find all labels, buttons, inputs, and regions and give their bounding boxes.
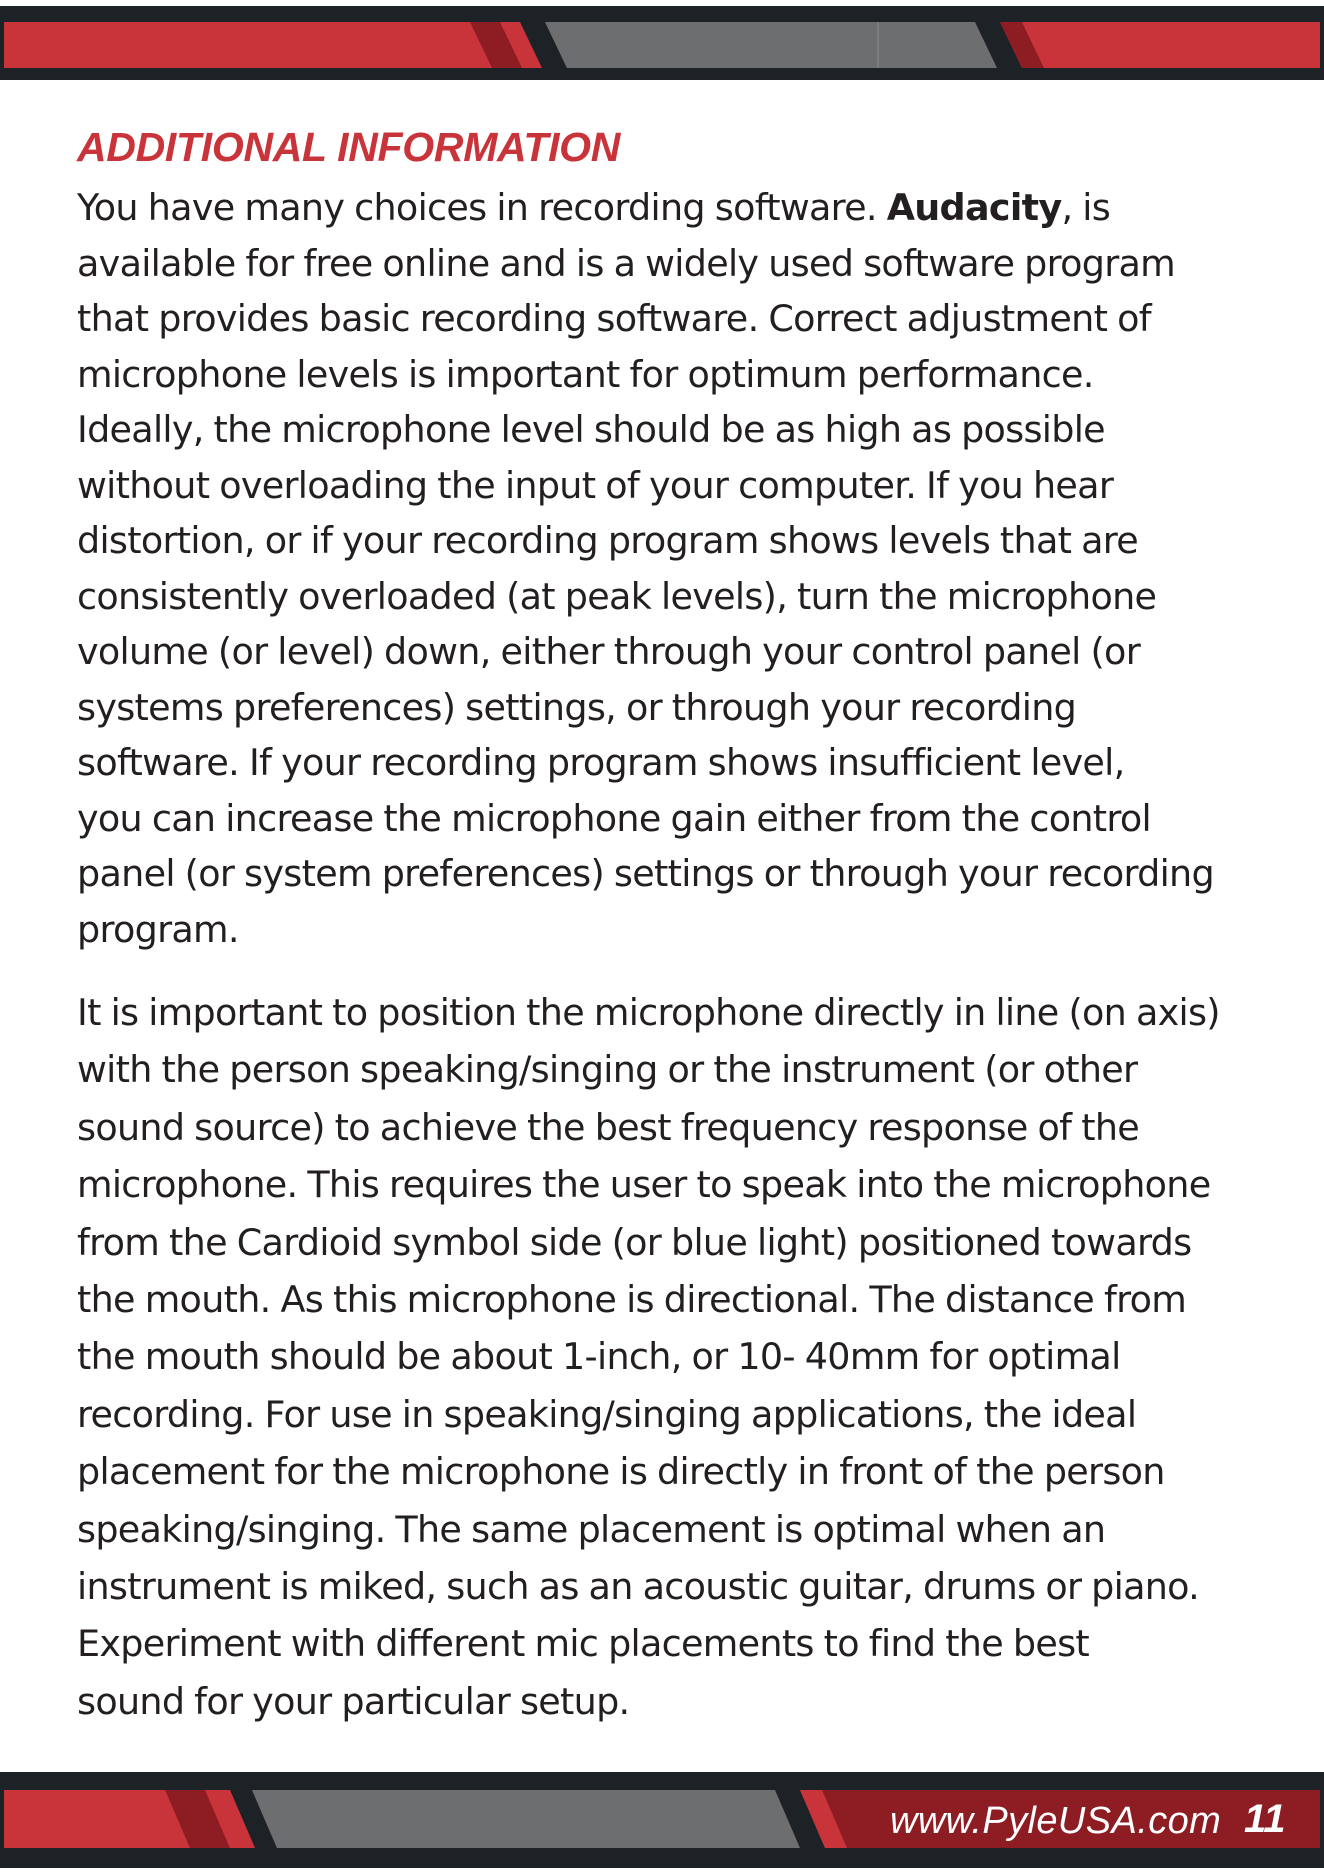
text-line: volume (or level) down, either through your control panel (or bbox=[77, 630, 1140, 673]
footer-website-link[interactable]: www.PyleUSA.com bbox=[890, 1800, 1222, 1842]
text-line: that provides basic recording software. Correct adjustment of bbox=[77, 297, 1151, 340]
text-line: distortion, or if your recording program shows levels that are bbox=[77, 519, 1139, 562]
text-line: placement for the microphone is directly in front of the person bbox=[77, 1450, 1165, 1494]
text-line: with the person speaking/singing or the instrument (or other bbox=[77, 1048, 1138, 1092]
text-line: Experiment with different mic placements to find the best bbox=[77, 1622, 1090, 1666]
text-line: without overloading the input of your computer. If you hear bbox=[77, 463, 1114, 507]
paragraph-software-levels bbox=[77, 180, 1257, 957]
text-line: software. If your recording program shows insufficient level, bbox=[77, 741, 1125, 784]
header-band-graphic bbox=[0, 0, 1324, 82]
text-line: you can increase the microphone gain either from the control bbox=[77, 796, 1151, 840]
text-line: Ideally, the microphone level should be as high as possible bbox=[77, 408, 1105, 451]
audacity-bold: Audacity bbox=[886, 186, 1062, 229]
paragraph-mic-placement bbox=[77, 984, 1257, 1730]
text-line: consistently overloaded (at peak levels), turn the microphone bbox=[77, 574, 1157, 618]
text-line: panel (or system preferences) settings or through your recording bbox=[77, 852, 1214, 895]
text-line: the mouth should be about 1-inch, or 10- 40mm for optimal bbox=[77, 1335, 1121, 1379]
text-line: recording. For use in speaking/singing applications, the ideal bbox=[77, 1392, 1137, 1436]
text-line: program. bbox=[77, 907, 239, 951]
text-line: sound source) to achieve the best frequency response of the bbox=[77, 1105, 1140, 1149]
text-line: available for free online and is a widely used software program bbox=[77, 241, 1176, 285]
page-content bbox=[77, 122, 1257, 1730]
section-heading: ADDITIONAL INFORMATION bbox=[77, 124, 621, 170]
text-line: microphone levels is important for optimum performance. bbox=[77, 352, 1094, 396]
text-line: It is important to position the microphone directly in line (on axis) bbox=[77, 991, 1220, 1034]
text-line: microphone. This requires the user to speak into the microphone bbox=[77, 1163, 1211, 1207]
text-line: the mouth. As this microphone is directional. The distance from bbox=[77, 1278, 1187, 1322]
header-band bbox=[0, 0, 1324, 82]
text-line: speaking/singing. The same placement is optimal when an bbox=[77, 1507, 1106, 1551]
text-line: instrument is miked, such as an acoustic guitar, drums or piano. bbox=[77, 1565, 1200, 1609]
text-line: from the Cardioid symbol side (or blue light) positioned towards bbox=[77, 1220, 1192, 1264]
text-line: sound for your particular setup. bbox=[77, 1679, 630, 1723]
page-number: 11 bbox=[1244, 1797, 1286, 1841]
text-line: You have many choices in recording software. Audacity, is bbox=[77, 186, 1111, 229]
text-line: systems preferences) settings, or through your recording bbox=[77, 685, 1077, 729]
